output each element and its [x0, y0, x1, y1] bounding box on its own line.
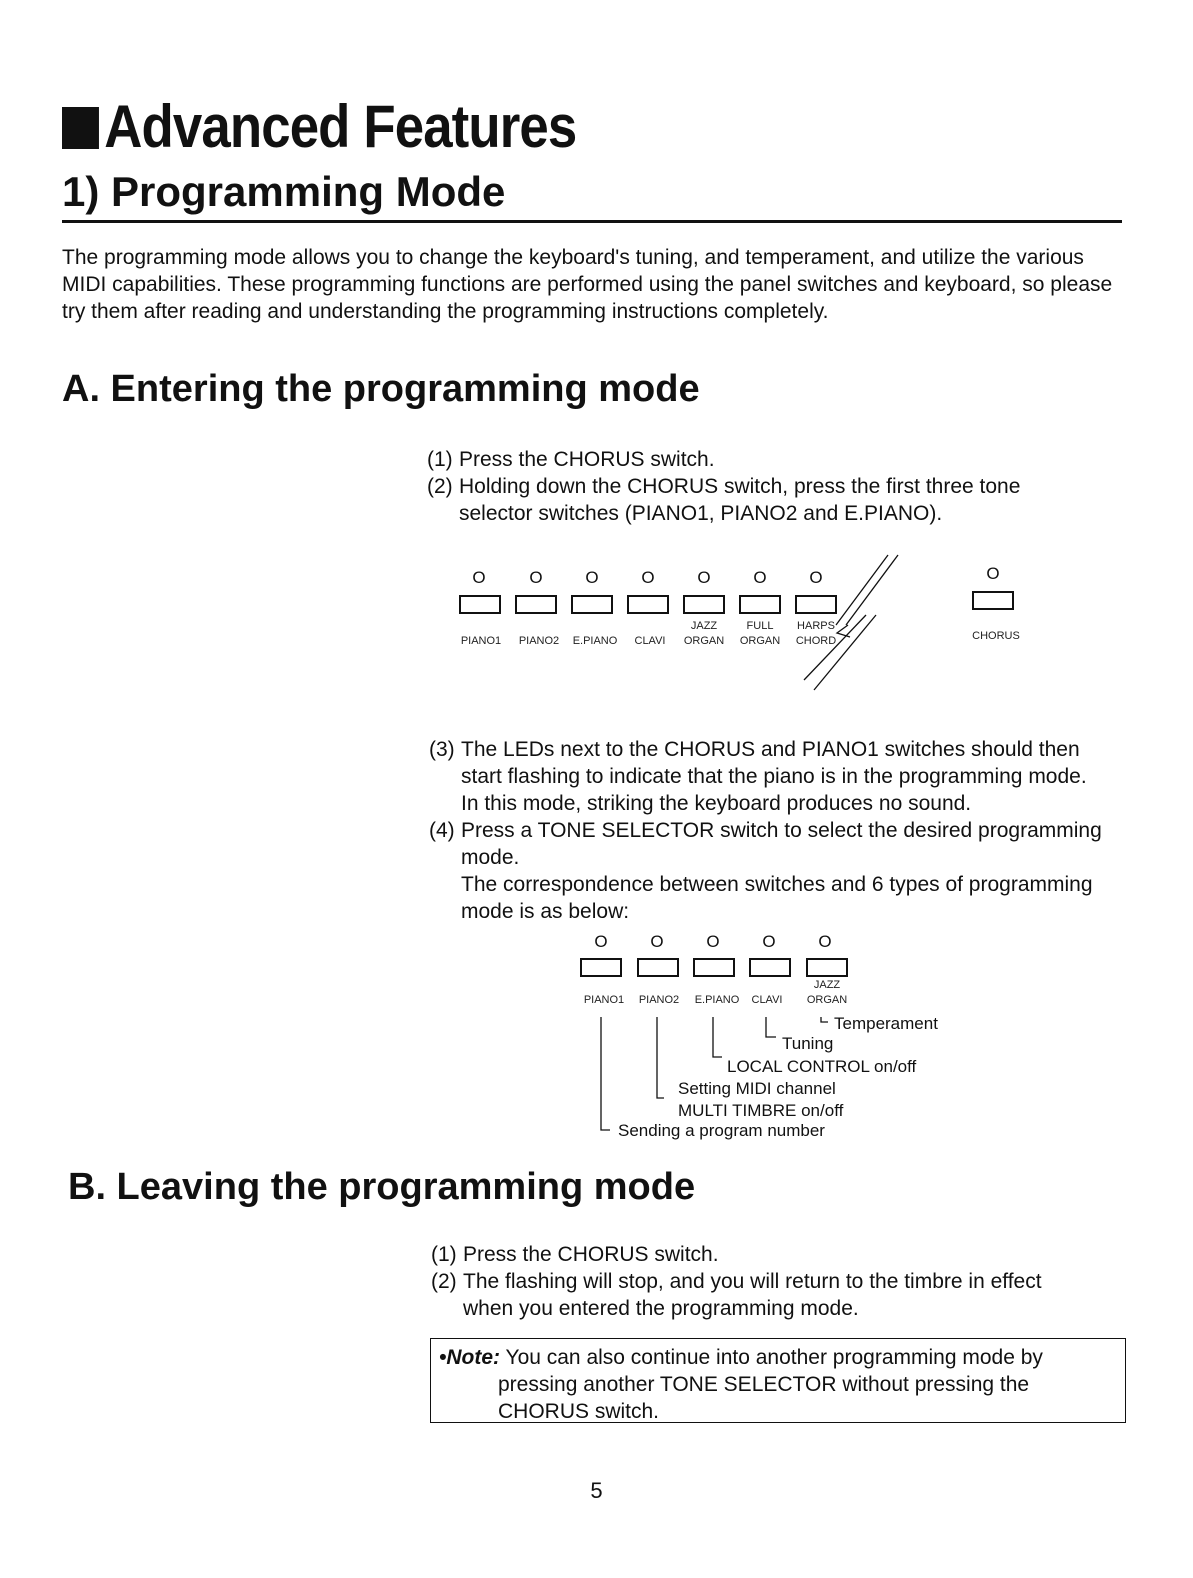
- switch-label: CLAVI: [751, 994, 783, 1006]
- step-a3: (3) The LEDs next to the CHORUS and PIANO1 switches should then: [429, 738, 1080, 761]
- switch-piano1[interactable]: [581, 959, 621, 976]
- switch-label: E.PIANO: [694, 994, 740, 1006]
- heading-rule: [62, 220, 1122, 223]
- switch-full-organ[interactable]: [740, 596, 780, 613]
- switch-harps-chord[interactable]: [796, 596, 836, 613]
- switch-jazz-organ[interactable]: [684, 596, 724, 613]
- switch-clavi[interactable]: [628, 596, 668, 613]
- mode-tuning: Tuning: [782, 1034, 834, 1053]
- switch-label: PIANO1: [460, 635, 502, 647]
- led-icon: O: [753, 568, 767, 587]
- led-icon: O: [650, 932, 664, 951]
- switch-top-label: HARPS: [797, 620, 835, 632]
- switch-label: ORGAN: [739, 635, 781, 647]
- intro-paragraph: The programming mode allows you to change the keyboard's tuning, and temperament, and utilize the various MIDI capabilities. These programming functions are performed using the panel switches and keyboard, so please try them after reading and understanding the programming instructions completely.: [62, 246, 1113, 323]
- section-b-steps: (1) Press the CHORUS switch. (2) The flashing will stop, and you will return to the timbre in effect when you entered the programming mode.: [431, 1241, 1131, 1322]
- page-heading-text: Advanced Features: [104, 93, 577, 160]
- mode-program-number: Sending a program number: [618, 1121, 825, 1140]
- mode-multi-timbre: MULTI TIMBRE on/off: [678, 1101, 844, 1120]
- step-a2: (2) Holding down the CHORUS switch, press the first three tone: [427, 475, 1021, 498]
- led-icon: O: [472, 568, 486, 587]
- step-a2-cont: selector switches (PIANO1, PIANO2 and E.PIANO).: [459, 502, 943, 525]
- section-a-title: A. Entering the programming mode: [62, 368, 700, 410]
- switch-label: ORGAN: [806, 994, 848, 1006]
- switch-jazz-organ[interactable]: [807, 959, 847, 976]
- black-square-icon: [62, 107, 99, 149]
- led-icon: O: [594, 932, 608, 951]
- note-label: •Note:: [439, 1346, 501, 1369]
- switch-label: CHORD: [795, 635, 837, 647]
- led-icon: O: [762, 932, 776, 951]
- step-a4: (4) Press a TONE SELECTOR switch to select the desired programming: [429, 819, 1102, 842]
- page-heading: [62, 92, 576, 161]
- switch-top-label: JAZZ: [690, 620, 718, 632]
- step-b1: (1) Press the CHORUS switch.: [431, 1243, 719, 1266]
- mode-mapping-diagram: [570, 925, 970, 1145]
- led-icon: O: [986, 564, 1000, 583]
- step-a1: (1) Press the CHORUS switch.: [427, 448, 715, 471]
- switch-epiano[interactable]: [572, 596, 612, 613]
- section-a-steps-3-4: (3) The LEDs next to the CHORUS and PIANO1 switches should then start flashing to indicate that the piano is in the programming mode. In this mode, striking the keyboard produces no sound. (4) Press a TONE SELECTOR switch to select the desired programming mode. The correspondence between switches and 6 types of programming mode is as below:: [429, 736, 1129, 925]
- section-b-title: B. Leaving the programming mode: [68, 1166, 696, 1208]
- mode-temperament: Temperament: [834, 1014, 938, 1033]
- note-line-1: •Note: You can also continue into another programming mode by: [439, 1346, 1043, 1369]
- led-icon: O: [641, 568, 655, 587]
- switch-top-label: JAZZ: [813, 979, 841, 991]
- led-icon: O: [697, 568, 711, 587]
- led-icon: O: [818, 932, 832, 951]
- section-subheading: 1) Programming Mode: [62, 168, 506, 215]
- switch-piano1[interactable]: [460, 596, 500, 613]
- page-number: 5: [590, 1478, 603, 1503]
- switch-chorus[interactable]: [973, 592, 1013, 609]
- switch-top-label: FULL: [746, 620, 774, 632]
- mode-midi-channel: Setting MIDI channel: [678, 1079, 836, 1098]
- switch-label: PIANO2: [638, 994, 680, 1006]
- led-icon: O: [585, 568, 599, 587]
- switch-label: CLAVI: [634, 635, 666, 647]
- tone-selector-panel-diagram: [440, 545, 1060, 705]
- switch-label: PIANO2: [518, 635, 560, 647]
- switch-label: E.PIANO: [572, 635, 618, 647]
- switch-clavi[interactable]: [750, 959, 790, 976]
- switch-label: PIANO1: [583, 994, 625, 1006]
- led-icon: O: [809, 568, 823, 587]
- note-box: [430, 1338, 1126, 1423]
- mode-local-control: LOCAL CONTROL on/off: [727, 1057, 917, 1076]
- led-icon: O: [706, 932, 720, 951]
- led-icon: O: [529, 568, 543, 587]
- section-a-steps-1-2: [427, 446, 1127, 527]
- step-b2: (2) The flashing will stop, and you will return to the timbre in effect: [431, 1270, 1042, 1293]
- note-line-2: pressing another TONE SELECTOR without pressing the: [498, 1373, 1030, 1396]
- switch-piano2[interactable]: [638, 959, 678, 976]
- chorus-label: CHORUS: [972, 630, 1020, 642]
- switch-label: ORGAN: [683, 635, 725, 647]
- switch-piano2[interactable]: [516, 596, 556, 613]
- note-line-3: CHORUS switch.: [498, 1400, 660, 1423]
- switch-epiano[interactable]: [694, 959, 734, 976]
